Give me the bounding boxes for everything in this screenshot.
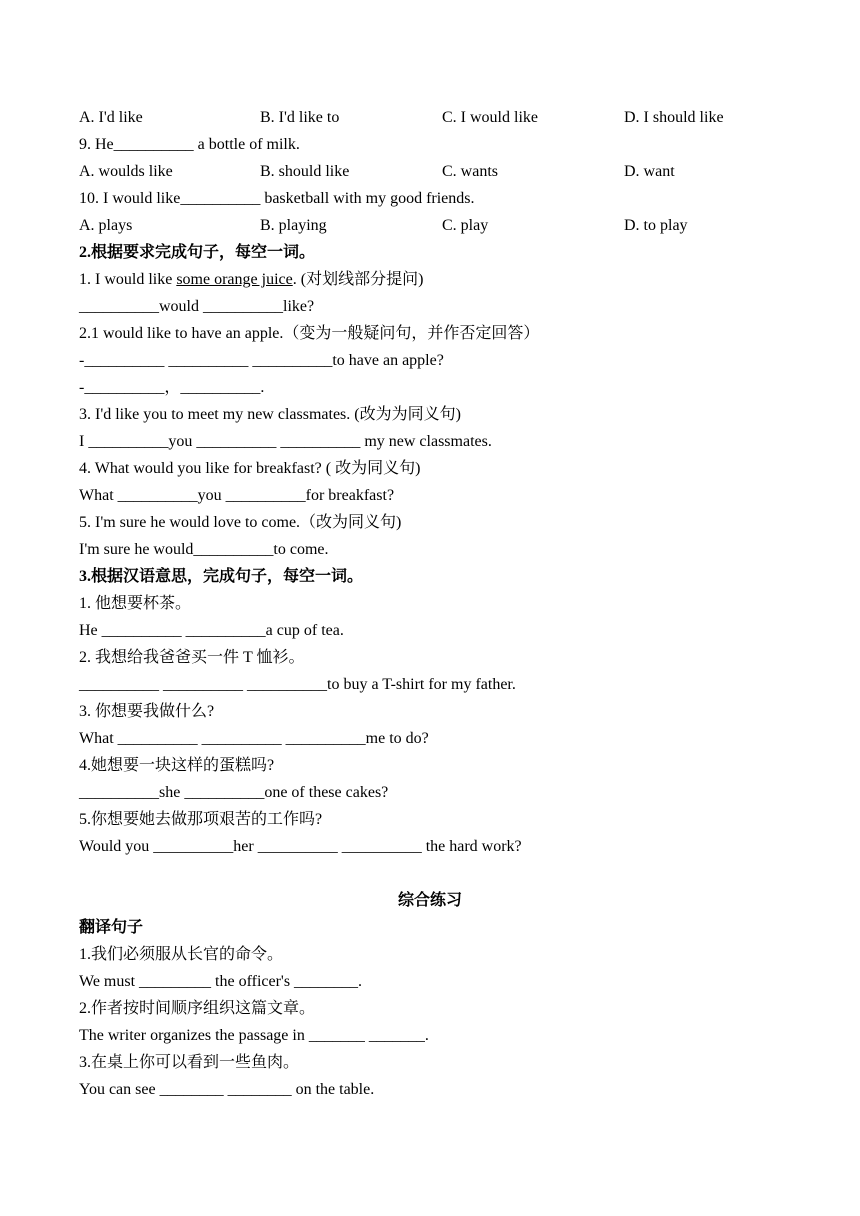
option-a: A. plays bbox=[79, 217, 133, 234]
review-en-1: We must _________ the officer's ________. bbox=[79, 973, 363, 990]
review-subheading: 翻译句子 bbox=[79, 919, 144, 936]
review-en-3: You can see ________ ________ on the table. bbox=[79, 1081, 375, 1098]
s2-answer-3: I __________you __________ __________ my new classmates. bbox=[79, 433, 492, 450]
s3-en-5: Would you __________her __________ __________ the hard work? bbox=[79, 838, 522, 855]
question-10: 10. I would like__________ basketball with my good friends. bbox=[79, 190, 475, 207]
s3-en-4: __________she __________one of these cakes? bbox=[79, 784, 389, 801]
option-d: D. I should like bbox=[624, 109, 724, 126]
option-b: B. should like bbox=[260, 163, 350, 180]
option-c: C. play bbox=[442, 217, 489, 234]
section-3-heading: 3.根据汉语意思，完成句子，每空一词。 bbox=[79, 568, 364, 585]
s2-answer-2a: -__________ __________ __________to have an apple? bbox=[79, 352, 444, 369]
s2-q1-pre: 1. I would like bbox=[79, 271, 177, 288]
option-c: C. I would like bbox=[442, 109, 538, 126]
s3-en-3: What __________ __________ __________me to do? bbox=[79, 730, 429, 747]
s2-answer-5: I'm sure he would__________to come. bbox=[79, 541, 329, 558]
s2-question-5: 5. I'm sure he would love to come.（改为同义句) bbox=[79, 514, 402, 531]
option-b: B. I'd like to bbox=[260, 109, 340, 126]
s3-en-2: __________ __________ __________to buy a T-shirt for my father. bbox=[79, 676, 516, 693]
s3-cn-2: 2. 我想给我爸爸买一件 T 恤衫。 bbox=[79, 649, 305, 666]
s2-question-2: 2.1 would like to have an apple.（变为一般疑问句，并作否定回答） bbox=[79, 325, 540, 342]
review-cn-2: 2.作者按时间顺序组织这篇文章。 bbox=[79, 1000, 316, 1017]
s2-question-3: 3. I'd like you to meet my new classmates. (改为为同义句) bbox=[79, 406, 461, 423]
option-c: C. wants bbox=[442, 163, 498, 180]
question-9: 9. He__________ a bottle of milk. bbox=[79, 136, 300, 153]
option-a: A. I'd like bbox=[79, 109, 143, 126]
s3-cn-4: 4.她想要一块这样的蛋糕吗? bbox=[79, 757, 275, 774]
section-2-heading: 2.根据要求完成句子，每空一词。 bbox=[79, 244, 316, 261]
review-cn-3: 3.在桌上你可以看到一些鱼肉。 bbox=[79, 1054, 300, 1071]
s2-answer-2b: -__________，__________. bbox=[79, 379, 265, 396]
review-title: 综合练习 bbox=[397, 892, 462, 909]
s3-cn-3: 3. 你想要我做什么? bbox=[79, 703, 215, 720]
review-cn-1: 1.我们必须服从长官的命令。 bbox=[79, 946, 284, 963]
review-en-2: The writer organizes the passage in _______ _______. bbox=[79, 1027, 429, 1044]
s2-answer-4: What __________you __________for breakfast? bbox=[79, 487, 395, 504]
s3-cn-1: 1. 他想要杯茶。 bbox=[79, 595, 192, 612]
option-a: A. woulds like bbox=[79, 163, 173, 180]
s3-cn-5: 5.你想要她去做那项艰苦的工作吗? bbox=[79, 811, 323, 828]
s2-q1-underlined: some orange juice bbox=[176, 271, 293, 288]
option-d: D. to play bbox=[624, 217, 688, 234]
option-d: D. want bbox=[624, 163, 675, 180]
s3-en-1: He __________ __________a cup of tea. bbox=[79, 622, 344, 639]
s2-question-4: 4. What would you like for breakfast? ( 改为同义句) bbox=[79, 460, 421, 477]
s2-question-1 bbox=[79, 270, 423, 290]
s2-answer-1: __________would __________like? bbox=[79, 298, 315, 315]
s2-q1-post: . (对划线部分提问) bbox=[292, 271, 424, 288]
option-b: B. playing bbox=[260, 217, 327, 234]
